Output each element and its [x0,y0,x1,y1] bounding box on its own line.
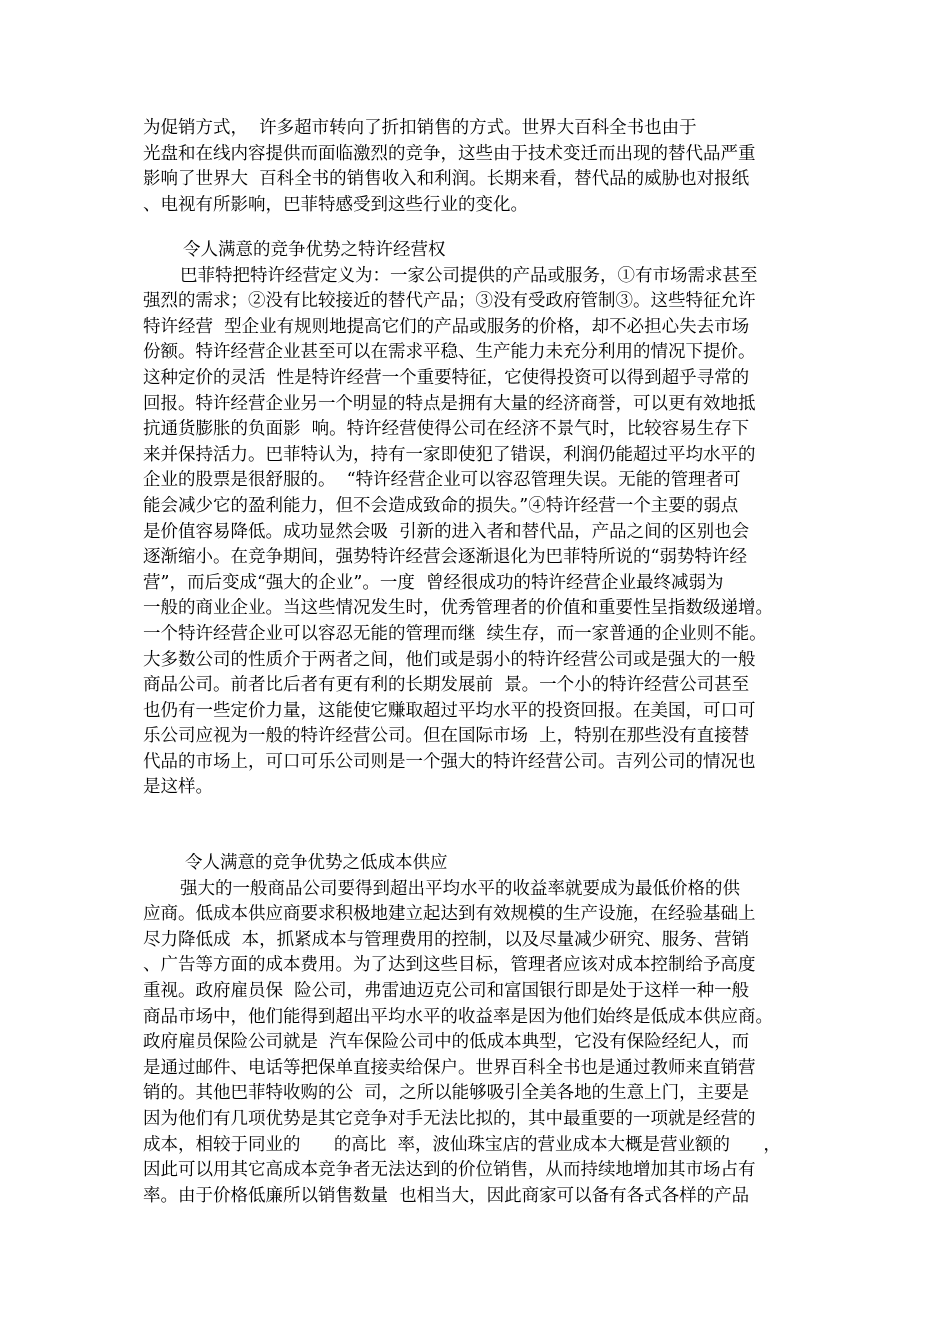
text-line: 营”，而后变成“强大的企业”。一度 曾经很成功的特许经营企业最终减弱为 [143,572,724,593]
text-line: 成本，相较于同业的 的高比 率，波仙珠宝店的营业成本大概是营业额的 ， [143,1134,781,1155]
text-line: 巴菲特把特许经营定义为：一家公司提供的产品或服务，①有市场需求甚至 [180,265,758,286]
text-line: 是这样。 [143,777,213,798]
text-line: 为促销方式， 许多超市转向了折扣销售的方式。世界大百科全书也由于 [143,118,697,138]
text-line: 特许经营 型企业有规则地提高它们的产品或服务的价格，却不必担心失去市场 [143,316,750,337]
text-line: 重视。政府雇员保 险公司，弗雷迪迈克公司和富国银行即是处于这样一种一般 [143,980,750,1001]
text-line: 一个特许经营企业可以容忍无能的管理而继 续生存，而一家普通的企业则不能。 [143,623,767,644]
text-line: 来并保持活力。巴菲特认为，持有一家即使犯了错误，利润仍能超过平均水平的 [143,444,756,465]
text-line: 是通过邮件、电话等把保单直接卖给保户。世界百科全书也是通过教师来直销营 [143,1057,756,1078]
text-line: 也仍有一些定价力量，这能使它赚取超过平均水平的投资回报。在美国，可口可 [143,700,756,721]
text-line: 因为他们有几项优势是其它竞争对手无法比拟的，其中最重要的一项就是经营的 [143,1108,756,1129]
text-line: 强大的一般商品公司要得到超出平均水平的收益率就要成为最低价格的供 [180,878,740,899]
text-line: 回报。特许经营企业另一个明显的特点是拥有大量的经济商誉，可以更有效地抵 [143,393,756,414]
text-line: 这种定价的灵活 性是特许经营一个重要特征，它使得投资可以得到超乎寻常的 [143,367,750,388]
text-line: 影响了世界大 百科全书的销售收入和利润。长期来看，替代品的威胁也对报纸 [143,169,750,190]
section-heading: 令人满意的竞争优势之特许经营权 [183,240,446,260]
intro-paragraph [143,116,823,218]
text-line: 光盘和在线内容提供而面临激烈的竞争，这些由于技术变迁而出现的替代品严重 [143,143,756,164]
text-line: 一般的商业企业。当这些情况发生时，优秀管理者的价值和重要性呈指数级递增。 [143,598,773,619]
text-line: 、电视有所影响，巴菲特感受到这些行业的变化。 [143,194,528,215]
text-line: 应商。低成本供应商要求积极地建立起达到有效规模的生产设施，在经验基础上 [143,904,756,925]
text-line: 是价值容易降低。成功显然会吸 引新的进入者和替代品，产品之间的区别也会 [143,521,750,542]
text-line: 因此可以用其它高成本竞争者无法达到的价位销售，从而持续地增加其市场占有 [143,1160,756,1181]
text-line: 、广告等方面的成本费用。为了达到这些目标，管理者应该对成本控制给予高度 [143,955,756,976]
text-line: 能会减少它的盈利能力，但不会造成致命的损失。”④特许经营一个主要的弱点 [143,495,739,516]
text-line: 抗通货膨胀的负面影 响。特许经营使得公司在经济不景气时，比较容易生存下 [143,419,750,440]
text-line: 政府雇员保险公司就是 汽车保险公司中的低成本典型，它没有保险经纪人，而 [143,1032,750,1053]
text-line: 尽力降低成 本，抓紧成本与管理费用的控制，以及尽量减少研究、服务、营销 [143,929,750,950]
text-line: 乐公司应视为一般的特许经营公司。但在国际市场 上，特别在那些没有直接替 [143,726,750,747]
section-heading: 令人满意的竞争优势之低成本供应 [185,853,448,873]
text-line: 率。由于价格低廉所以销售数量 也相当大，因此商家可以备有各式各样的产品 [143,1185,750,1206]
text-line: 商品公司。前者比后者有更有利的长期发展前 景。一个小的特许经营公司甚至 [143,675,750,696]
text-line: 商品市场中，他们能得到超出平均水平的收益率是因为他们始终是低成本供应商。 [143,1006,773,1027]
text-line: 强烈的需求；②没有比较接近的替代产品；③没有受政府管制③。这些特征允许 [143,291,756,312]
text-line: 代品的市场上，可口可乐公司则是一个强大的特许经营公司。吉列公司的情况也 [143,751,756,772]
text-line: 大多数公司的性质介于两者之间，他们或是弱小的特许经营公司或是强大的一般 [143,649,756,670]
text-line: 销的。其他巴菲特收购的公 司，之所以能够吸引全美各地的生意上门，主要是 [143,1083,750,1104]
text-line: 企业的股票是很舒服的。 “特许经营企业可以容忍管理失误。无能的管理者可 [143,470,741,491]
text-line: 份额。特许经营企业甚至可以在需求平稳、生产能力未充分利用的情况下提价。 [143,342,756,363]
section-low-cost [143,851,823,1209]
section-franchise [143,238,823,801]
text-line: 逐渐缩小。在竞争期间，强势特许经营会逐渐退化为巴菲特所说的“弱势特许经 [143,547,747,568]
